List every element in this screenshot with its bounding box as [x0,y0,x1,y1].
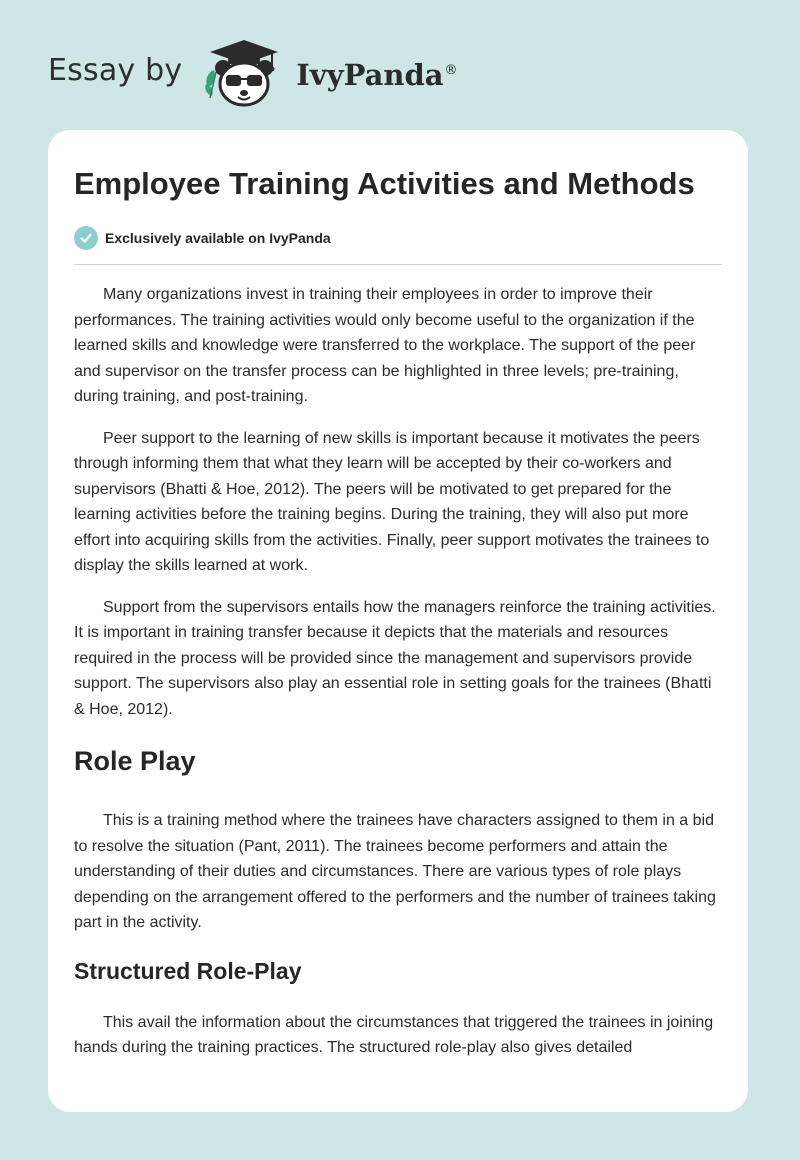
paragraph: Peer support to the learning of new skills is important because it motivates the peers through informing them that what they learn will be accepted by their co-workers and supervisors (Bhatti & Hoe, 2012). The peers will be motivated to get prepared for the learning activities before the training begins. During the training, they will also put more effort into acquiring skills from the activities. Finally, peer support motivates the trainees to display the skills learned at work. [74,429,710,574]
essay-card [48,130,748,1112]
paragraph: This is a training method where the trainees have characters assigned to them in a bid to resolve the situation (Pant, 2011). The trainees become performers and attain the understanding of their duties and circumstances. There are various types of role plays depending on the arrangement offered to the performers and the number of trainees taking part in the activity. [74,812,716,931]
badge-text: Exclusively available on IvyPanda [105,230,331,246]
essay-title: Employee Training Activities and Methods [74,166,695,201]
panda-logo-icon [198,36,290,110]
brand-name: IvyPanda® [296,58,458,92]
site-logo[interactable] [48,36,458,110]
brand-prefix: Essay by [48,52,183,88]
section-heading: Role Play [74,746,196,776]
subsection-heading: Structured Role-Play [74,957,302,984]
essay-content [74,164,722,1061]
paragraph: Many organizations invest in training their employees in order to improve their performances. The training activities would only become useful to the organization if the learned skills and knowledge were transferred to the workplace. The support of the peer and supervisor on the transfer process can be highlighted in three levels; pre-training, during training, and post-training. [74,286,696,405]
check-icon [74,226,98,250]
paragraph: This avail the information about the circumstances that triggered the trainees in joining hands during the training practices. The structured role-play also gives detailed [74,1013,714,1056]
exclusive-badge [74,226,722,265]
registered-mark: ® [444,63,458,79]
paragraph: Support from the supervisors entails how the managers reinforce the training activities. It is important in training transfer because it depicts that the materials and resources required in the process will be provided since the management and supervisors provide support. The supervisors also play an essential role in setting goals for the trainees (Bhatti & Hoe, 2012). [74,598,716,718]
